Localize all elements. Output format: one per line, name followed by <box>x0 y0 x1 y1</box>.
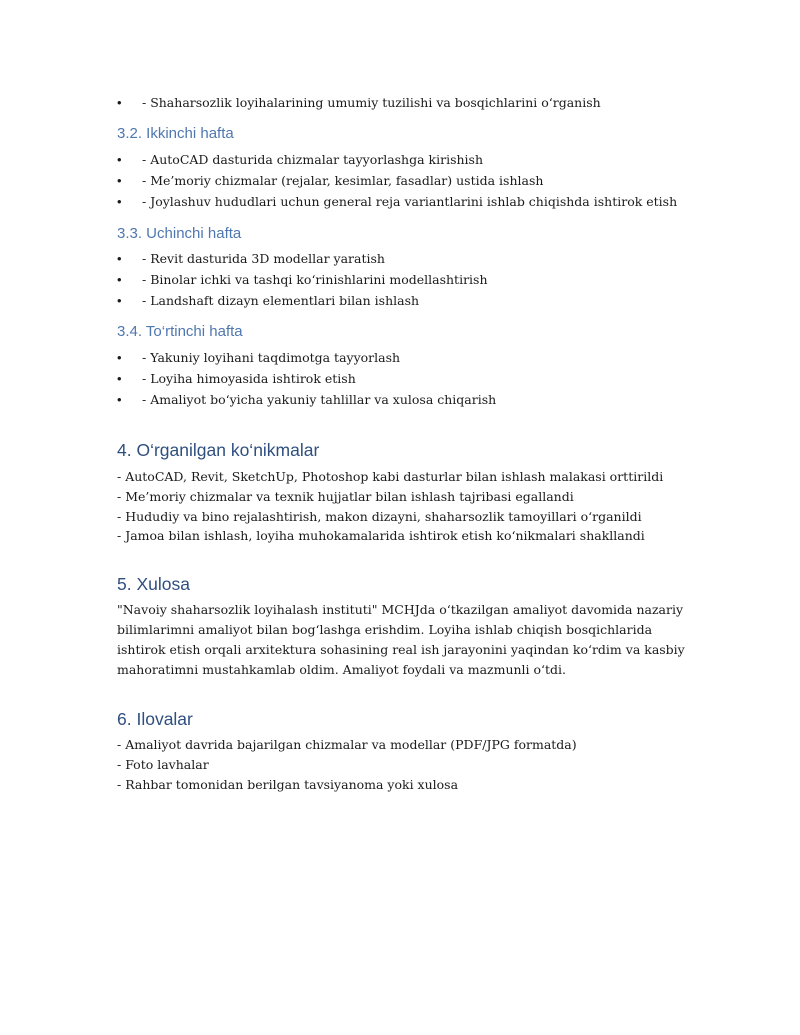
skills-heading: 4. O‘rganilgan ko‘nikmalar <box>117 440 320 460</box>
list-item <box>117 192 677 213</box>
bullet-icon: • <box>117 152 122 167</box>
appendix-line: - Amaliyot davrida bajarilgan chizmalar va modellar (PDF/JPG formatda) <box>117 737 577 752</box>
appendix-line: - Rahbar tomonidan berilgan tavsiyanoma yoki xulosa <box>117 776 459 792</box>
list-item <box>117 270 488 291</box>
week3-list <box>117 249 488 311</box>
appendices-list <box>117 735 577 794</box>
list-item-text: - Amaliyot bo‘yicha yakuniy tahlillar va xulosa chiqarish <box>142 391 497 407</box>
bullet-icon: • <box>117 95 122 110</box>
list-item <box>117 291 488 312</box>
conclusion-line: mahoratimni mustahkamlab oldim. Amaliyot foydali va mazmunli o‘tdi. <box>117 662 567 677</box>
bullet-icon: • <box>117 292 122 308</box>
list-item <box>117 171 677 192</box>
list-item-text: - Me’moriy chizmalar (rejalar, kesimlar, fasadlar) ustida ishlash <box>142 172 544 188</box>
list-item <box>117 249 488 270</box>
list-item <box>117 348 496 369</box>
conclusion-line: ishtirok etish orqali arxitektura sohasining real ish jarayonini yaqindan ko‘rdim va kasbiy <box>117 642 685 657</box>
skills-line: - Me’moriy chizmalar va texnik hujjatlar bilan ishlash tajribasi egallandi <box>117 488 574 504</box>
conclusion-line: "Navoiy shaharsozlik loyihalash instituti" MCHJda o‘tkazilgan amaliyot davomida nazariy <box>117 602 684 617</box>
conclusion-heading: 5. Xulosa <box>117 574 190 594</box>
list-item-text: - Loyiha himoyasida ishtirok etish <box>142 370 356 386</box>
appendix-line: - Foto lavhalar <box>117 756 209 772</box>
list-item-text: - Revit dasturida 3D modellar yaratish <box>142 251 385 266</box>
week4-list <box>117 348 496 410</box>
bullet-icon: • <box>117 370 122 386</box>
list-item <box>117 369 496 390</box>
list-item <box>117 150 677 171</box>
bullet-icon: • <box>117 251 122 266</box>
conclusion-line: bilimlarimni amaliyot bilan bog‘lashga erishdim. Loyiha ishlab chiqish bosqichlarida <box>117 622 653 637</box>
week2-list <box>117 150 677 212</box>
appendices-heading: 6. Ilovalar <box>117 709 193 729</box>
week2-heading: 3.2. Ikkinchi hafta <box>117 125 234 142</box>
skills-list <box>117 467 663 546</box>
bullet-icon: • <box>117 391 122 407</box>
list-item-text: - Joylashuv hududlari uchun general reja variantlarini ishlab chiqishda ishtirok etish <box>142 193 678 209</box>
week3-heading: 3.3. Uchinchi hafta <box>117 225 242 242</box>
skills-line: - AutoCAD, Revit, SketchUp, Photoshop kabi dasturlar bilan ishlash malakasi orttirildi <box>117 469 664 484</box>
bullet-icon: • <box>117 271 122 287</box>
skills-line: - Hududiy va bino rejalashtirish, makon dizayni, shaharsozlik tamoyillari o‘rganildi <box>117 508 642 524</box>
bullet-icon: • <box>117 193 122 209</box>
week4-heading: 3.4. To‘rtinchi hafta <box>117 323 243 340</box>
list-item <box>117 93 601 114</box>
conclusion-paragraph <box>117 600 685 680</box>
list-item-text: - Landshaft dizayn elementlari bilan ishlash <box>142 292 420 308</box>
list-item-text: - Shaharsozlik loyihalarining umumiy tuzilishi va bosqichlarini o‘rganish <box>142 95 601 110</box>
week1-list <box>117 93 601 114</box>
skills-line: - Jamoa bilan ishlash, loyiha muhokamalarida ishtirok etish ko‘nikmalari shakllandi <box>117 528 645 544</box>
list-item-text: - AutoCAD dasturida chizmalar tayyorlashga kirishish <box>142 152 484 167</box>
bullet-icon: • <box>117 172 122 188</box>
list-item-text: - Binolar ichki va tashqi ko‘rinishlarini modellashtirish <box>142 271 488 287</box>
bullet-icon: • <box>117 350 122 365</box>
list-item-text: - Yakuniy loyihani taqdimotga tayyorlash <box>142 350 401 365</box>
list-item <box>117 390 496 411</box>
